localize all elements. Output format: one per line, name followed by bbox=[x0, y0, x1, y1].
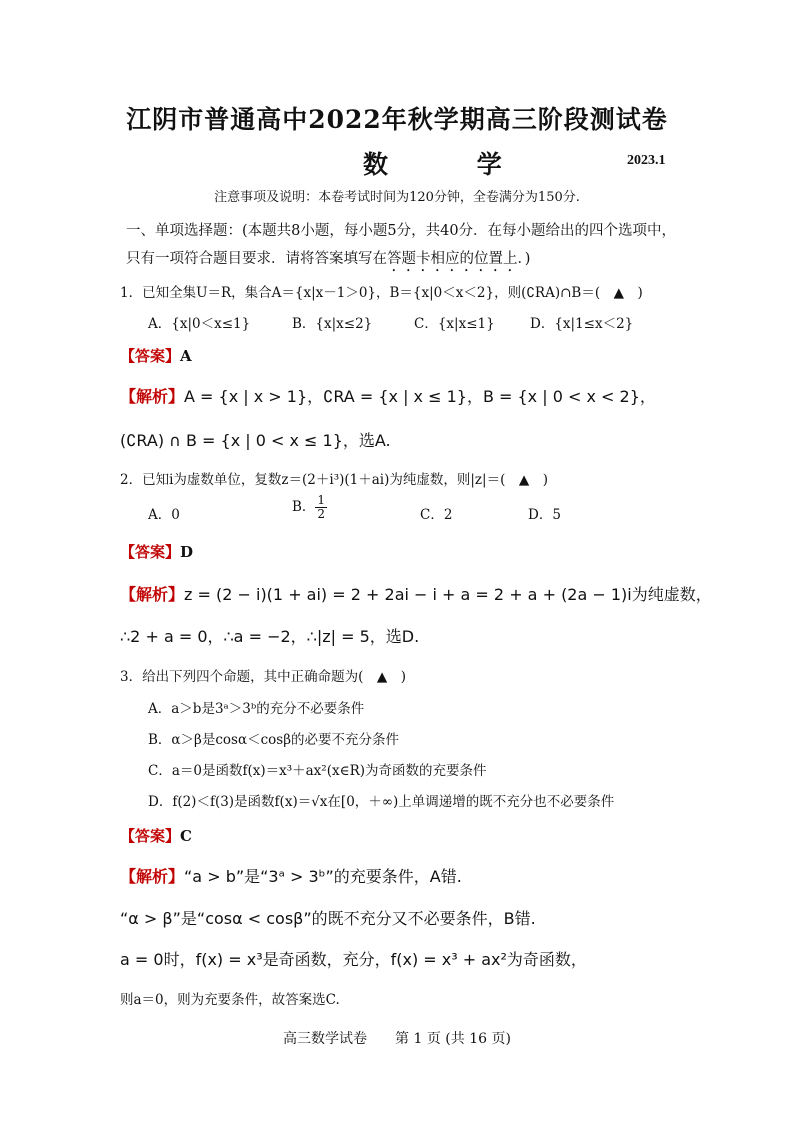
solution-tag: 【解析】 bbox=[120, 387, 185, 406]
fraction-numerator: 1 bbox=[317, 493, 326, 507]
answer-tag: 【答案】 bbox=[120, 543, 181, 561]
question-1-solution-line-1 bbox=[120, 384, 656, 407]
question-2-solution-line-2: ∴2 + a = 0，∴a = −2，∴|z| = 5，选D. bbox=[120, 627, 420, 646]
question-1-stem: 1．已知全集U＝R，集合A＝{x|x－1＞0}，B＝{x|0＜x＜2}，则(∁RA)∩B＝( ▲ ) bbox=[120, 285, 643, 301]
page-title: 江阴市普通高中2022年秋学期高三阶段测试卷 bbox=[126, 105, 668, 134]
section-instruction bbox=[126, 217, 686, 275]
section-instruction-text: 一、单项选择题：(本题共8小题，每小题5分，共40分．在每小题给出的四个选项中，只有一项符合题目要求．请将答案填写在 bbox=[126, 223, 677, 267]
question-2-option-c: C．2 bbox=[420, 507, 453, 523]
question-1-option-c: C．{x|x≤1} bbox=[414, 316, 495, 332]
question-3-solution-line-3: a = 0时，f(x) = x³是奇函数，充分，f(x) = x³ + ax²为奇函数， bbox=[120, 950, 587, 969]
question-1-answer bbox=[120, 345, 192, 366]
solution-text: “a > b”是“3ᵃ > 3ᵇ”的充要条件，A错. bbox=[184, 867, 462, 886]
question-3-option-a: A．a＞b是3ᵃ＞3ᵇ的充分不必要条件 bbox=[148, 701, 365, 717]
question-3-option-b: B．α＞β是cosα＜cosβ的必要不充分条件 bbox=[148, 732, 399, 748]
section-instruction-emphasis: 答题卡相应的位置上 bbox=[387, 251, 518, 267]
question-2-stem: 2．已知i为虚数单位，复数z＝(2＋i³)(1＋ai)为纯虚数，则|z|＝( ▲ ) bbox=[120, 472, 548, 488]
exam-note: 注意事项及说明：本卷考试时间为120分钟，全卷满分为150分. bbox=[214, 190, 580, 205]
subject-title: 数 学 bbox=[363, 150, 542, 179]
answer-tag: 【答案】 bbox=[120, 827, 181, 845]
option-b-label: B． bbox=[292, 499, 316, 515]
question-2-answer bbox=[120, 541, 193, 562]
answer-value: C bbox=[180, 827, 192, 845]
exam-date: 2023.1 bbox=[627, 153, 666, 168]
question-3-solution-line-4: 则a＝0，则为充要条件，故答案选C. bbox=[120, 992, 340, 1008]
question-3-stem: 3．给出下列四个命题，其中正确命题为( ▲ ) bbox=[120, 669, 407, 685]
question-3-option-d: D．f(2)＜f(3)是函数f(x)＝√x在[0，＋∞)上单调递增的既不充分也不必要条件 bbox=[148, 794, 615, 810]
page-footer: 高三数学试卷 第 1 页 (共 16 页) bbox=[283, 1031, 511, 1047]
question-3-answer bbox=[120, 825, 192, 846]
solution-text: A = {x | x > 1}，∁RA = {x | x ≤ 1}，B = {x | 0 < x < 2}， bbox=[184, 387, 656, 406]
question-1-option-b: B．{x|x≤2} bbox=[292, 316, 373, 332]
answer-tag: 【答案】 bbox=[120, 347, 181, 365]
question-2-option-b bbox=[292, 494, 327, 521]
question-3-option-c: C．a＝0是函数f(x)＝x³＋ax²(x∈R)为奇函数的充要条件 bbox=[148, 763, 487, 779]
answer-value: D bbox=[180, 543, 194, 561]
question-3-solution-line-2: “α > β”是“cosα < cosβ”的既不充分又不必要条件，B错. bbox=[120, 909, 536, 928]
question-1-solution-line-2: (∁RA) ∩ B = {x | 0 < x ≤ 1}，选A. bbox=[120, 431, 391, 450]
question-2-option-a: A．0 bbox=[148, 507, 180, 523]
solution-text: z = (2 − i)(1 + ai) = 2 + 2ai − i + a = 2 + a + (2a − 1)i为纯虚数， bbox=[184, 585, 712, 604]
solution-tag: 【解析】 bbox=[120, 867, 185, 886]
fraction bbox=[315, 494, 327, 521]
question-1-option-a: A．{x|0＜x≤1} bbox=[148, 316, 251, 332]
question-3-solution-line-1 bbox=[120, 864, 462, 887]
question-2-solution-line-1 bbox=[120, 582, 712, 605]
question-2-option-d: D．5 bbox=[528, 507, 561, 523]
question-1-option-d: D．{x|1≤x＜2} bbox=[530, 316, 634, 332]
fraction-denominator: 2 bbox=[317, 507, 326, 521]
answer-value: A bbox=[180, 347, 192, 365]
section-instruction-end: ．) bbox=[517, 251, 531, 267]
solution-tag: 【解析】 bbox=[120, 585, 185, 604]
